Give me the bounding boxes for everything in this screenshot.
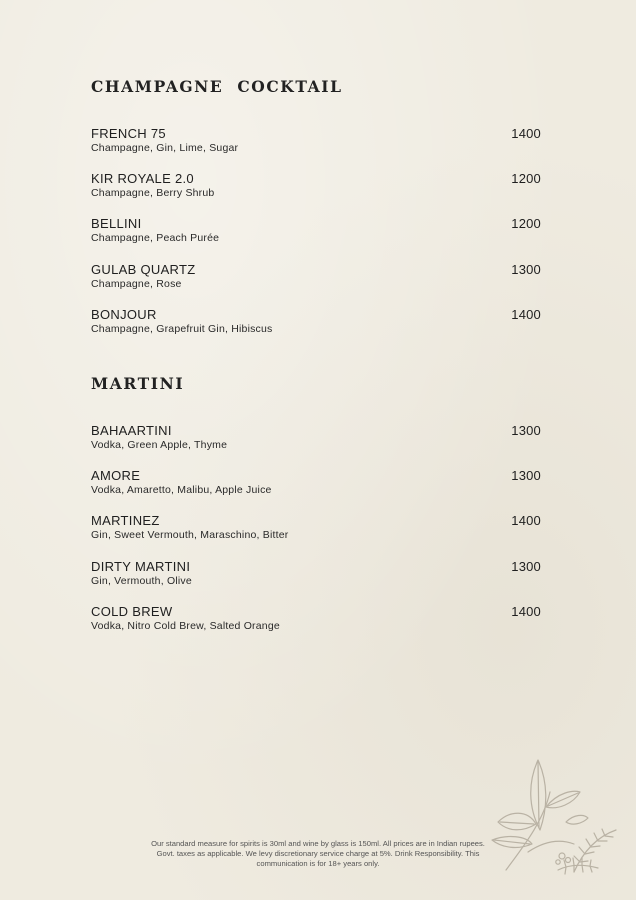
item-description: Vodka, Green Apple, Thyme — [91, 439, 228, 451]
menu-item — [91, 307, 541, 341]
item-description: Champagne, Berry Shrub — [91, 187, 215, 199]
item-description: Champagne, Peach Purée — [91, 232, 220, 244]
item-name: AMORE — [91, 468, 141, 483]
item-price: 1400 — [511, 126, 541, 141]
item-name: COLD BREW — [91, 604, 173, 619]
item-name: KIR ROYALE 2.0 — [91, 171, 194, 186]
section-title: CHAMPAGNE COCKTAIL — [91, 77, 343, 96]
item-description: Vodka, Nitro Cold Brew, Salted Orange — [91, 620, 280, 632]
menu-item — [91, 513, 541, 547]
item-description: Gin, Sweet Vermouth, Maraschino, Bitter — [91, 529, 289, 541]
item-name: BELLINI — [91, 216, 142, 231]
item-name: BONJOUR — [91, 307, 157, 322]
section-martini — [91, 374, 541, 632]
footer-line: communication is for 18+ years only. — [256, 859, 380, 868]
item-price: 1300 — [511, 468, 541, 483]
footer-disclaimer — [108, 839, 528, 869]
item-name: DIRTY MARTINI — [91, 559, 191, 574]
item-price: 1400 — [511, 513, 541, 528]
item-description: Champagne, Grapefruit Gin, Hibiscus — [91, 323, 273, 335]
menu-item — [91, 468, 541, 502]
menu-item — [91, 171, 541, 205]
menu-item — [91, 559, 541, 593]
menu-item — [91, 423, 541, 457]
item-name: GULAB QUARTZ — [91, 262, 196, 277]
footer-line: Govt. taxes as applicable. We levy discretionary service charge at 5%. Drink Responsibility. This — [156, 849, 480, 858]
item-price: 1200 — [511, 171, 541, 186]
item-price: 1400 — [511, 307, 541, 322]
item-description: Gin, Vermouth, Olive — [91, 575, 192, 587]
item-price: 1300 — [511, 559, 541, 574]
item-price: 1300 — [511, 262, 541, 277]
item-name: FRENCH 75 — [91, 126, 166, 141]
menu-item — [91, 262, 541, 296]
item-price: 1300 — [511, 423, 541, 438]
section-champagne-cocktail — [91, 77, 541, 335]
menu-item — [91, 126, 541, 160]
menu-item — [91, 216, 541, 250]
footer-line: Our standard measure for spirits is 30ml and wine by glass is 150ml. All prices are in Indian rupees. — [151, 839, 485, 848]
item-description: Champagne, Rose — [91, 278, 182, 290]
item-name: MARTINEZ — [91, 513, 160, 528]
item-name: BAHAARTINI — [91, 423, 172, 438]
section-title: MARTINI — [91, 374, 185, 393]
item-description: Vodka, Amaretto, Malibu, Apple Juice — [91, 484, 272, 496]
item-price: 1200 — [511, 216, 541, 231]
item-price: 1400 — [511, 604, 541, 619]
item-description: Champagne, Gin, Lime, Sugar — [91, 142, 239, 154]
menu-item — [91, 604, 541, 638]
botanical-sprig-icon — [488, 752, 628, 882]
